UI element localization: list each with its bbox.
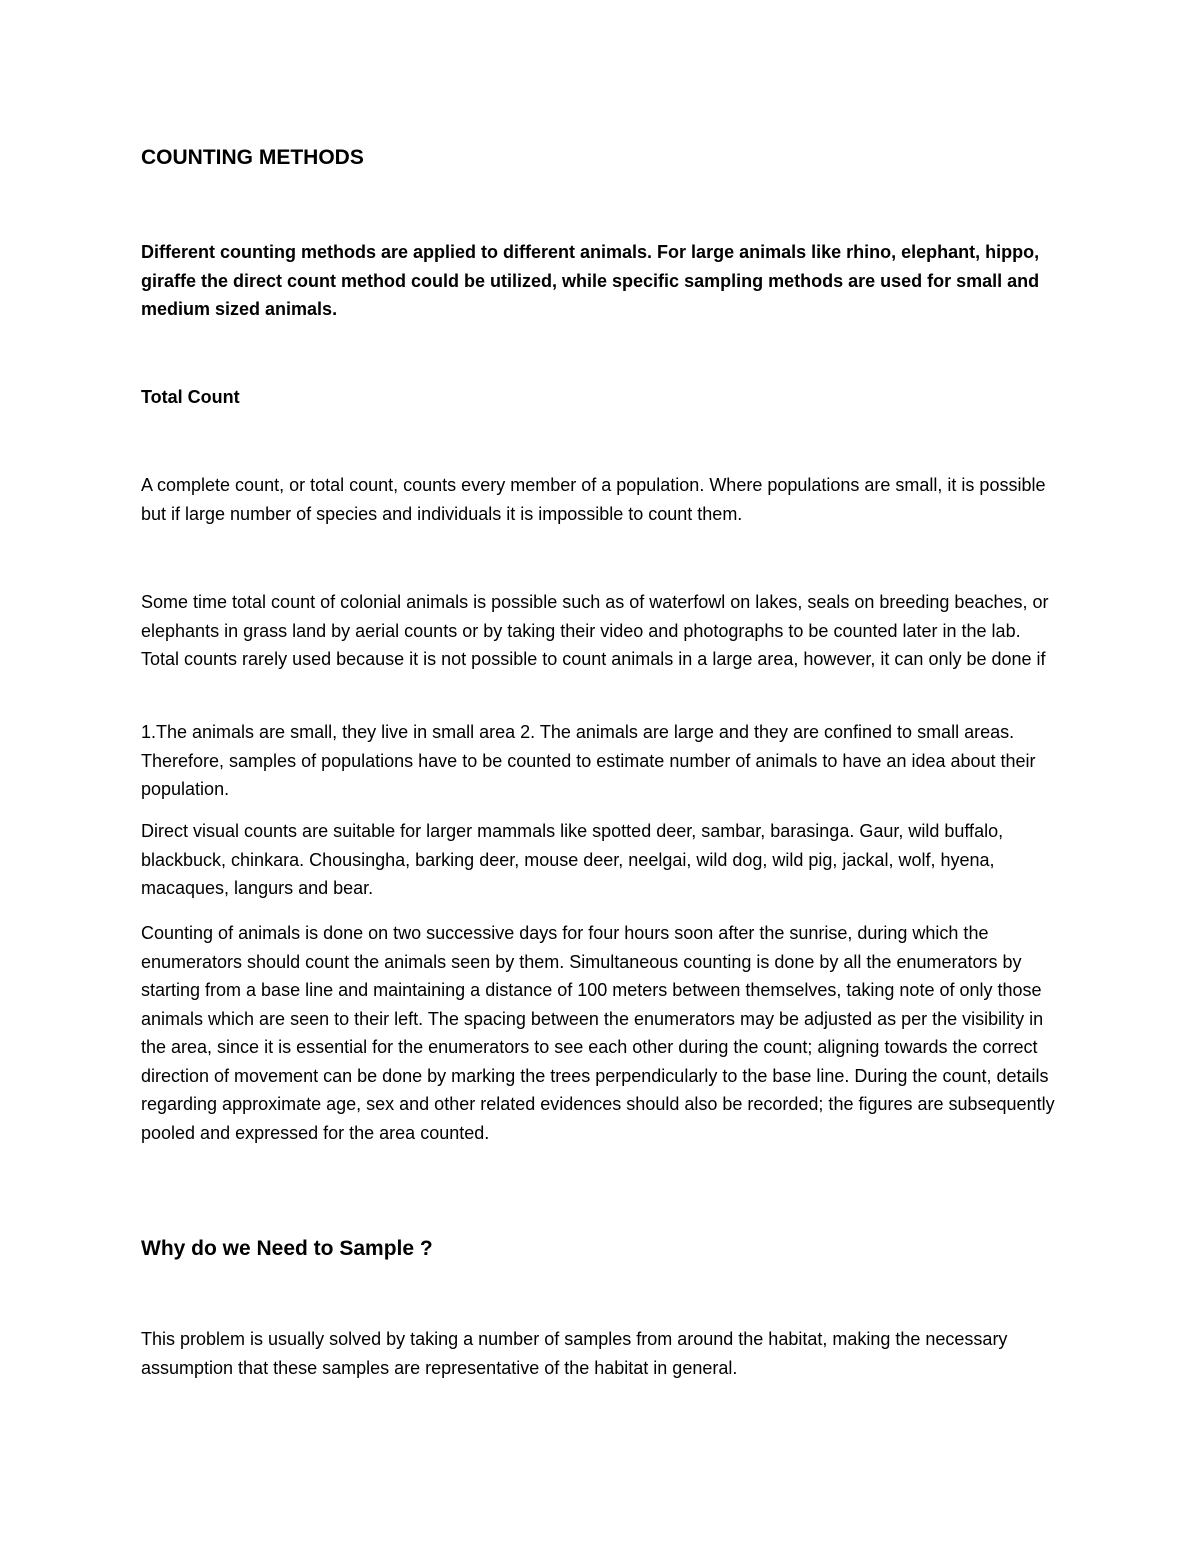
total-count-paragraph: A complete count, or total count, counts every member of a population. Where populations are small, it is possible but if large number of species and individuals it is impossible to count them. xyxy=(141,475,1046,524)
sampling-paragraph: This problem is usually solved by taking a number of samples from around the habitat, making the necessary assumption that these samples are representative of the habitat in general. xyxy=(141,1329,1008,1378)
total-count-heading: Total Count xyxy=(141,387,240,407)
sample-section-heading: Why do we Need to Sample ? xyxy=(141,1237,433,1260)
direct-visual-counts-paragraph: Direct visual counts are suitable for larger mammals like spotted deer, sambar, barasinga. Gaur, wild buffalo, blackbuck, chinkara. Chousingha, barking deer, mouse deer, neelgai, wild dog, wild pig, jackal, wolf, hyena, macaques, langurs and bear. xyxy=(141,821,1004,898)
colonial-animals-paragraph: Some time total count of colonial animals is possible such as of waterfowl on lakes, seals on breeding beaches, or elephants in grass land by aerial counts or by taking their video and photographs to be counted later in the lab. Total counts rarely used because it is not possible to count animals in a large area, however, it can only be done if xyxy=(141,592,1049,669)
page-title: COUNTING METHODS xyxy=(141,146,364,169)
conditions-paragraph: 1.The animals are small, they live in small area 2. The animals are large and they are confined to small areas. Therefore, samples of populations have to be counted to estimate number of animals to have an idea about their population. xyxy=(141,722,1036,799)
intro-paragraph: Different counting methods are applied to different animals. For large animals like rhino, elephant, hippo, giraffe the direct count method could be utilized, while specific sampling methods are used for small and medium sized animals. xyxy=(141,242,1040,319)
counting-procedure-paragraph: Counting of animals is done on two successive days for four hours soon after the sunrise, during which the enumerators should count the animals seen by them. Simultaneous counting is done by all the enumerators by starting from a base line and maintaining a distance of 100 meters between themselves, taking note of only those animals which are seen to their left. The spacing between the enumerators may be adjusted as per the visibility in the area, since it is essential for the enumerators to see each other during the count; aligning towards the correct direction of movement can be done by marking the trees perpendicularly to the base line. During the count, details regarding approximate age, sex and other related evidences should also be recorded; the figures are subsequently pooled and expressed for the area counted. xyxy=(141,923,1055,1143)
